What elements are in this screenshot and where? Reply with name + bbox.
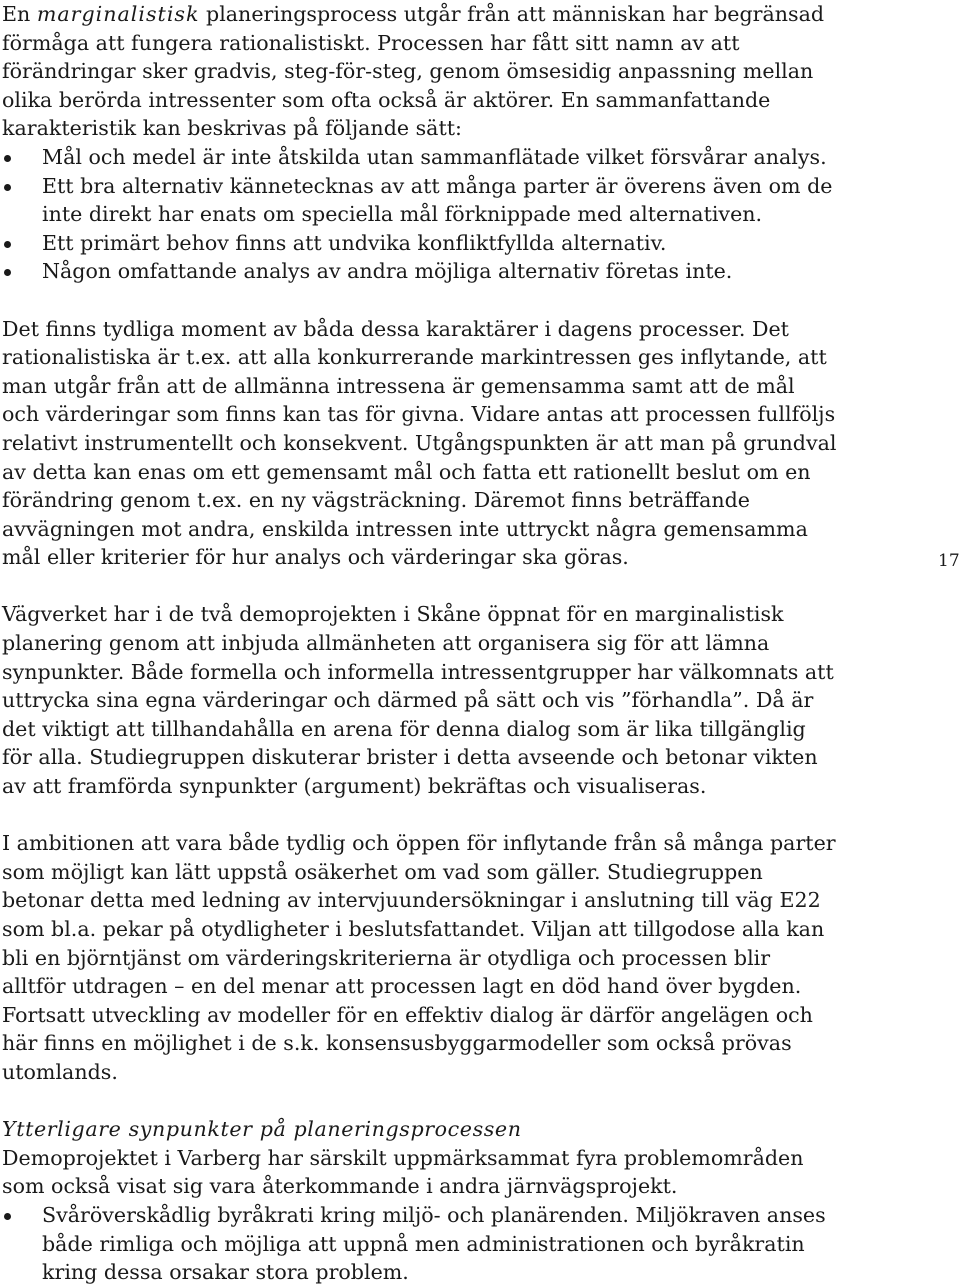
document-body — [2, 0, 838, 1287]
paragraph-spacer — [2, 572, 838, 601]
list-item — [2, 1201, 838, 1287]
paragraph-ambition: I ambitionen att vara både tydlig och öppen för inflytande från så många parter som möjligt kan lätt uppstå osäkerhet om vad som gäller. Studiegruppen betonar detta med ledning av intervjuundersökningar i anslutning till väg E22 som bl.a. pekar på otydligheter i beslutsfattandet. Viljan att tillgodose alla kan bli en björntjänst om värderingskriterierna är otydliga och processen blir alltför utdragen – en del menar att processen lagt en död hand över bygden. Fortsatt utveckling av modeller för en effektiv dialog är därför angelägen och här finns en möjlighet i de s.k. konsensusbyggarmodeller som också prövas utomlands. — [2, 831, 836, 1084]
paragraph-spacer — [2, 286, 838, 315]
paragraph-varberg-intro: Demoprojektet i Varberg har särskilt uppmärksammat fyra problemområden som också visat sig vara återkommande i andra järnvägsprojekt. — [2, 1145, 804, 1199]
list-item-text: Ett bra alternativ kännetecknas av att många parter är överens även om de inte direkt har enats om speciella mål förknippade med alternativen. — [42, 173, 833, 227]
list-item — [2, 172, 838, 229]
list-item — [2, 229, 838, 258]
bullet-icon — [4, 155, 11, 162]
term-marginalistisk: marginalistisk — [36, 2, 200, 26]
problem-areas-list — [2, 1201, 838, 1287]
bullet-icon — [4, 1213, 11, 1220]
paragraph-spacer — [2, 1087, 838, 1116]
paragraph-current-processes: Det finns tydliga moment av båda dessa karaktärer i dagens processer. Det rationalistiska är t.ex. att alla konkurrerande markintressen ges inflytande, att man utgår från att de allmänna intressena är gemensamma samt att de mål och värderingar som finns kan tas för givna. Vidare antas att processen fullföljs relativt instrumentellt och konsekvent. Utgångspunkten är att man på grundval av detta kan enas om ett gemensamt mål och fatta ett rationellt beslut om en förändring genom t.ex. en ny vägsträckning. Däremot finns beträffande avvägningen mot andra, enskilda intressen inte uttryckt några gemensamma mål eller kriterier för hur analys och värderingar ska göras. — [2, 316, 837, 570]
list-item-text: Någon omfattande analys av andra möjliga alternativ företas inte. — [42, 259, 733, 284]
characteristics-list — [2, 143, 838, 286]
paragraph-lead: En — [2, 2, 37, 26]
page-number: 17 — [938, 551, 960, 571]
list-item — [2, 143, 838, 172]
list-item-text: Ett primärt behov finns att undvika konfliktfyllda alternativ. — [42, 230, 667, 255]
bullet-icon — [4, 184, 11, 191]
list-item-text: Svåröverskådlig byråkrati kring miljö- och planärenden. Miljökraven anses både rimliga och möjliga att uppnå men administrationen och byråkratin kring dessa orsakar stora problem. — [42, 1202, 826, 1285]
paragraph-rest: planeringsprocess utgår från att människan har begränsad förmåga att fungera rationalistiskt. Processen har fått sitt namn av att förändringar sker gradvis, steg-för-steg, genom ömsesidig anpassning mellan olika berörda intressenter som ofta också är aktörer. En sammanfattande karakteristik kan beskrivas på följande sätt: — [2, 2, 825, 141]
list-item — [2, 257, 838, 286]
section-heading: Ytterligare synpunkter på planeringsprocessen — [2, 1117, 522, 1142]
paragraph-vagverket-skane: Vägverket har i de två demoprojekten i Skåne öppnat för en marginalistisk planering genom att inbjuda allmänheten att organisera sig för att lämna synpunkter. Både formella och informella intressentgrupper har välkomnats att uttrycka sina egna värderingar och därmed på sätt och vis ”förhandla”. Då är det viktigt att tillhandahålla en arena för denna dialog som är lika tillgänglig för alla. Studiegruppen diskuterar brister i detta avseende och betonar vikten av att framförda synpunkter (argument) bekräftas och visualiseras. — [2, 602, 834, 799]
paragraph-spacer — [2, 801, 838, 830]
paragraph-marginalistic-intro — [2, 0, 838, 143]
bullet-icon — [4, 241, 11, 248]
list-item-text: Mål och medel är inte åtskilda utan sammanflätade vilket försvårar analys. — [42, 144, 827, 169]
bullet-icon — [4, 269, 11, 276]
